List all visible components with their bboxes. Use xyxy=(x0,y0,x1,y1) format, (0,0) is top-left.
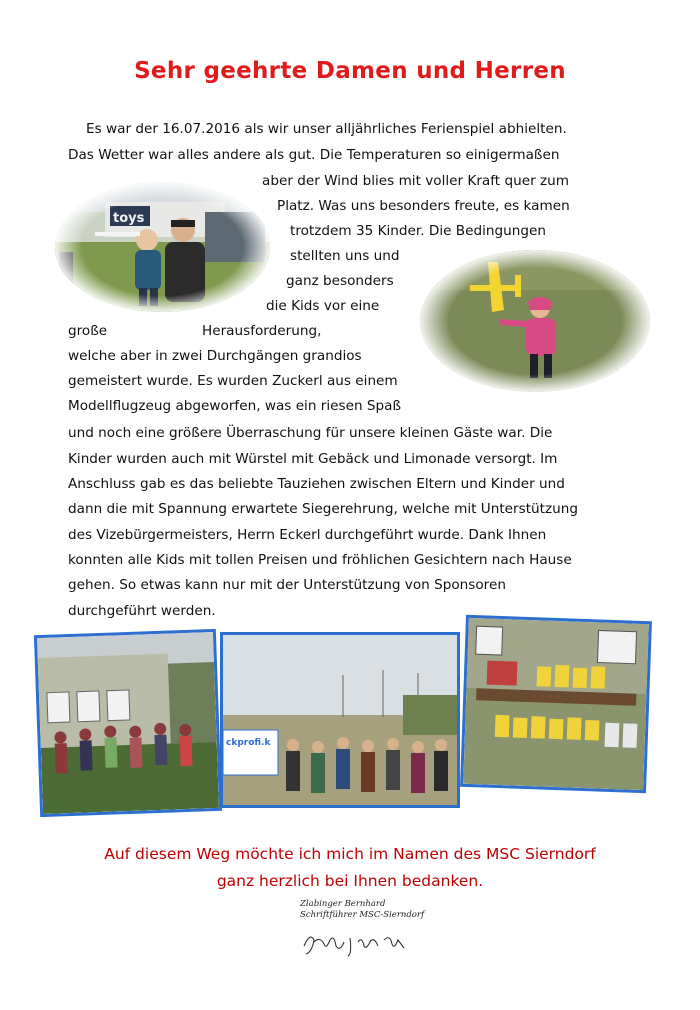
signature-role: Schriftführer MSC-Sierndorf xyxy=(300,910,425,920)
body-line: Herausforderung, xyxy=(202,323,322,339)
body-line: aber der Wind blies mit voller Kraft quer zum xyxy=(262,173,569,189)
banner-text: ckprofi.k xyxy=(226,738,271,748)
closing-line-2: ganz herzlich bei Ihnen bedanken. xyxy=(216,872,484,890)
body-line: trotzdem 35 Kinder. Die Bedingungen xyxy=(290,223,546,239)
body-line: ganz besonders xyxy=(286,273,394,289)
photo-prize-table xyxy=(460,615,652,793)
page-title: Sehr geehrte Damen und Herren xyxy=(134,58,566,84)
body-line: gehen. So etwas kann nur mit der Unterstützung von Sponsoren xyxy=(68,577,506,593)
body-line: Anschluss gab es das beliebte Tauziehen zwischen Eltern und Kinder und xyxy=(68,476,565,492)
body-line: dann die mit Spannung erwartete Siegerehrung, welche mit Unterstützung xyxy=(68,501,578,517)
body-line: gemeistert wurde. Es wurden Zuckerl aus einem xyxy=(68,373,398,389)
body-line: Es war der 16.07.2016 als wir unser alljährliches Ferienspiel abhielten. xyxy=(86,121,567,137)
handwritten-signature xyxy=(300,928,410,958)
body-line: und noch eine größere Überraschung für unsere kleinen Gäste war. Die xyxy=(68,425,553,441)
body-line: Platz. Was uns besonders freute, es kamen xyxy=(277,198,570,214)
body-line: welche aber in zwei Durchgängen grandios xyxy=(68,348,362,364)
photo-crowd-airfield xyxy=(220,632,460,808)
photo-group-building xyxy=(34,629,222,817)
body-line: durchgeführt werden. xyxy=(68,603,216,619)
photo-girl-with-plane xyxy=(420,250,650,392)
body-line: Kinder wurden auch mit Würstel mit Gebäck und Limonade versorgt. Im xyxy=(68,451,558,467)
photo-child-with-adult xyxy=(55,182,270,312)
body-line: stellten uns und xyxy=(290,248,400,264)
body-line: des Vizebürgermeisters, Herrn Eckerl durchgeführt wurde. Dank Ihnen xyxy=(68,527,547,543)
body-line: Das Wetter war alles andere als gut. Die Temperaturen so einigermaßen xyxy=(68,147,560,163)
closing-line-1: Auf diesem Weg möchte ich mich im Namen des MSC Sierndorf xyxy=(104,845,596,863)
signature-name: Zlabinger Bernhard xyxy=(300,899,386,909)
body-line: konnten alle Kids mit tollen Preisen und fröhlichen Gesichtern nach Hause xyxy=(68,552,572,568)
body-line: Modellflugzeug abgeworfen, was ein riesen Spaß xyxy=(68,398,402,414)
body-line: die Kids vor eine xyxy=(266,298,380,314)
body-line: große xyxy=(68,323,108,339)
